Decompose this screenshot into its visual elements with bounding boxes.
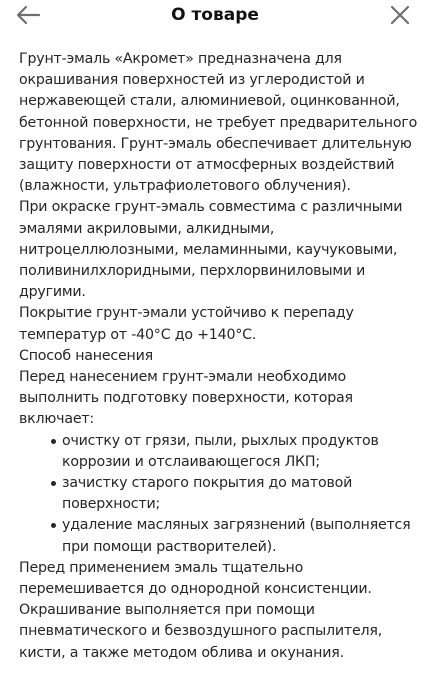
- description-paragraph: При окраске грунт-эмаль совместима с различными эмалями акриловыми, алкидными, нитроцеллюлозными, меламинными, каучуковыми, поливинилхлоридными, перхлорвиниловыми и другими.: [19, 199, 403, 301]
- description-paragraph: Грунт-эмаль «Акромет» предназначена для окрашивания поверхностей из углеродистой и нержавеющей стали, алюминиевой, оцинкованной, бетонной поверхности, не требует предварительного грунтования. Грунт-эмаль обеспечивает длительную защиту поверхности от атмосферных воздействий (влажности, ультрафиолетового облучения).: [19, 51, 418, 195]
- description-paragraph: Перед нанесением грунт-эмали необходимо выполнить подготовку поверхности, которая включает:: [19, 369, 353, 428]
- list-item: удаление масляных загрязнений (выполняется при помощи растворителей).: [62, 515, 423, 557]
- close-button[interactable]: [387, 3, 413, 27]
- header: [0, 0, 430, 30]
- description-paragraph: Окрашивание выполняется при помощи пневматического и безвоздушного распылителя, кисти, а также методом облива и окунания.: [19, 602, 383, 661]
- close-icon: [387, 3, 413, 27]
- preparation-list: [19, 431, 423, 558]
- list-item: зачистку старого покрытия до матовой поверхности;: [62, 473, 423, 515]
- list-item: очистку от грязи, пыли, рыхлых продуктов коррозии и отслаивающегося ЛКП;: [62, 431, 423, 473]
- page-title: О товаре: [171, 5, 259, 25]
- product-description: [19, 49, 423, 664]
- description-paragraph: Перед применением эмаль тщательно перемешивается до однородной консистенции.: [19, 559, 372, 598]
- section-heading: Способ нанесения: [19, 347, 153, 364]
- description-paragraph: Покрытие грунт-эмали устойчиво к перепаду температур от -40°C до +140°C.: [19, 305, 354, 343]
